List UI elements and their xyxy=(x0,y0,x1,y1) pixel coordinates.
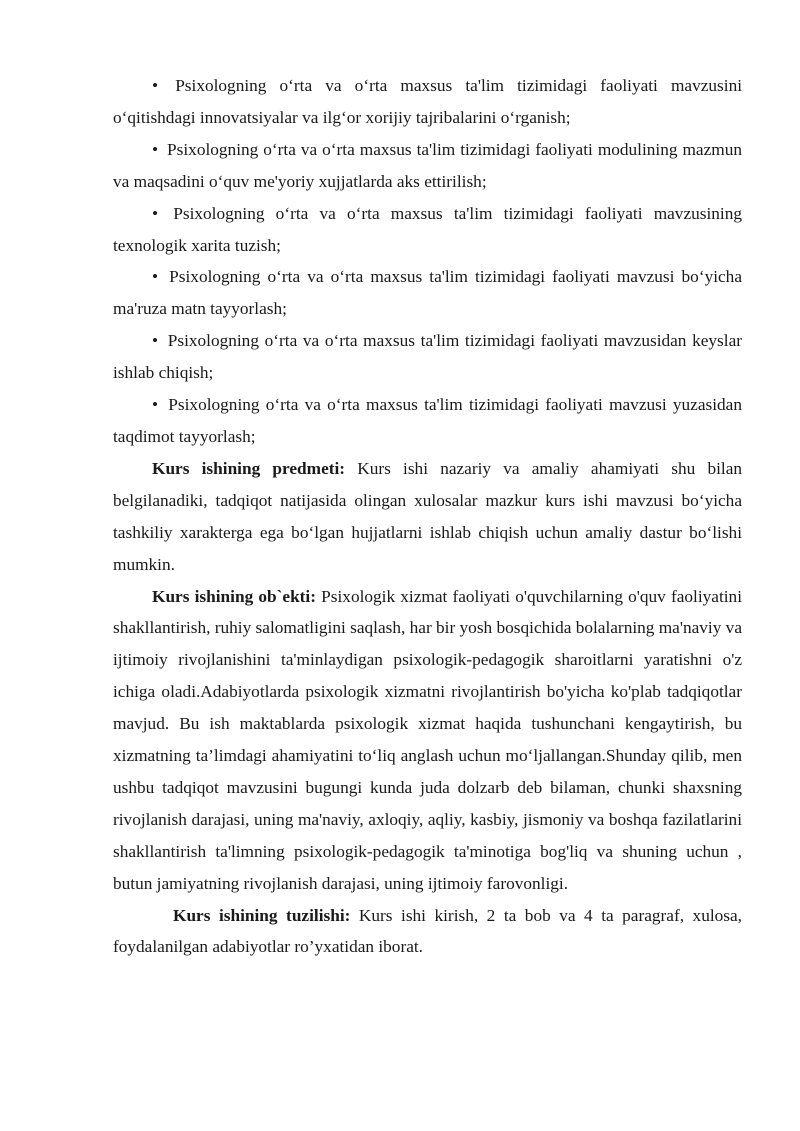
predmeti-text: Kurs ishi nazariy va amaliy ahamiyati shu bilan belgilanadiki, tadqiqot natijasida olingan xulosalar mazkur kurs ishi mavzusi bo‘yicha tashkiliy xarakterga ega bo‘lgan hujjatlarni ishlab chiqish uchun amaliy dastur bo‘lishi mumkin. xyxy=(113,458,743,574)
bullet-marker: • xyxy=(152,331,159,351)
paragraph-tuzilishi xyxy=(113,900,742,964)
bullet-text: Psixologning o‘rta va o‘rta maxsus ta'lim tizimidagi faoliyati mavzusining texnologik xarita tuzish; xyxy=(113,203,743,255)
bullet-item xyxy=(113,389,742,453)
bullet-marker: • xyxy=(152,203,159,223)
bullet-text: Psixologning o‘rta va o‘rta maxsus ta'lim tizimidagi faoliyati mavzusi yuzasidan taqdimot tayyorlash; xyxy=(113,395,742,446)
paragraph-predmeti xyxy=(113,453,742,581)
tuzilishi-text: Kurs ishi kirish, 2 ta bob va 4 ta paragraf, xulosa, foydalanilgan adabiyotlar ro’yxatidan iborat. xyxy=(113,905,742,957)
bullet-item xyxy=(113,325,742,389)
bullet-text: Psixologning o‘rta va o‘rta maxsus ta'lim tizimidagi faoliyati mavzusidan keyslar ishlab chiqish; xyxy=(113,331,743,383)
obekti-label: Kurs ishining ob`ekti: xyxy=(152,586,316,606)
tuzilishi-label: Kurs ishining tuzilishi: xyxy=(173,905,351,925)
paragraph-obekti xyxy=(113,581,742,900)
bullet-text: Psixologning o‘rta va o‘rta maxsus ta'lim tizimidagi faoliyati mavzusi bo‘yicha ma'ruza matn tayyorlash; xyxy=(113,267,742,319)
bullet-item xyxy=(113,134,742,198)
bullet-marker: • xyxy=(152,76,159,95)
bullet-marker: • xyxy=(152,395,159,415)
bullet-text: Psixologning o‘rta va o‘rta maxsus ta'lim tizimidagi faoliyati modulining mazmun va maqsadini o‘quv me'yoriy xujjatlarda aks ettirilish; xyxy=(113,139,742,191)
bullet-marker: • xyxy=(152,139,159,159)
bullet-text: Psixologning o‘rta va o‘rta maxsus ta'lim tizimidagi faoliyati mavzusini o‘qitishdagi innovatsiyalar va ilg‘or xorijiy tajribalarini o‘rganish; xyxy=(113,76,743,127)
bullet-item xyxy=(113,70,742,134)
predmeti-label: Kurs ishining predmeti: xyxy=(152,458,346,478)
bullet-item xyxy=(113,261,742,325)
bullet-item xyxy=(113,198,742,262)
document-body xyxy=(113,70,742,963)
bullet-marker: • xyxy=(152,267,159,287)
obekti-text: Psixologik xizmat faoliyati o'quvchilarning o'quv faoliyatini shakllantirish, ruhiy salomatligini saqlash, har bir yosh bosqichida bolalarning ma'naviy va ijtimoiy rivojlanishini ta'minlaydigan psixologik-pedagogik sharoitlarni yaratishni o'z ichiga oladi.Adabiyotlarda psixologik xizmatni rivojlantirish bo'yicha ko'plab tadqiqotlar mavjud. Bu ish maktablarda psixologik xizmat haqida tushunchani kengaytirish, bu xizmatning ta’limdagi ahamiyatini to‘liq anglash uchun mo‘ljallangan.Shunday qilib, men ushbu tadqiqot mavzusini bugungi kunda juda dolzarb deb bilaman, chunki shaxsning rivojlanish darajasi, uning ma'naviy, axloqiy, aqliy, kasbiy, jismoniy va boshqa fazilatlarini shakllantirish ta'limning psixologik-pedagogik ta'minotiga bog'liq va shuning uchun , butun jamiyatning rivojlanish darajasi, uning ijtimoiy farovonligi. xyxy=(113,586,742,893)
